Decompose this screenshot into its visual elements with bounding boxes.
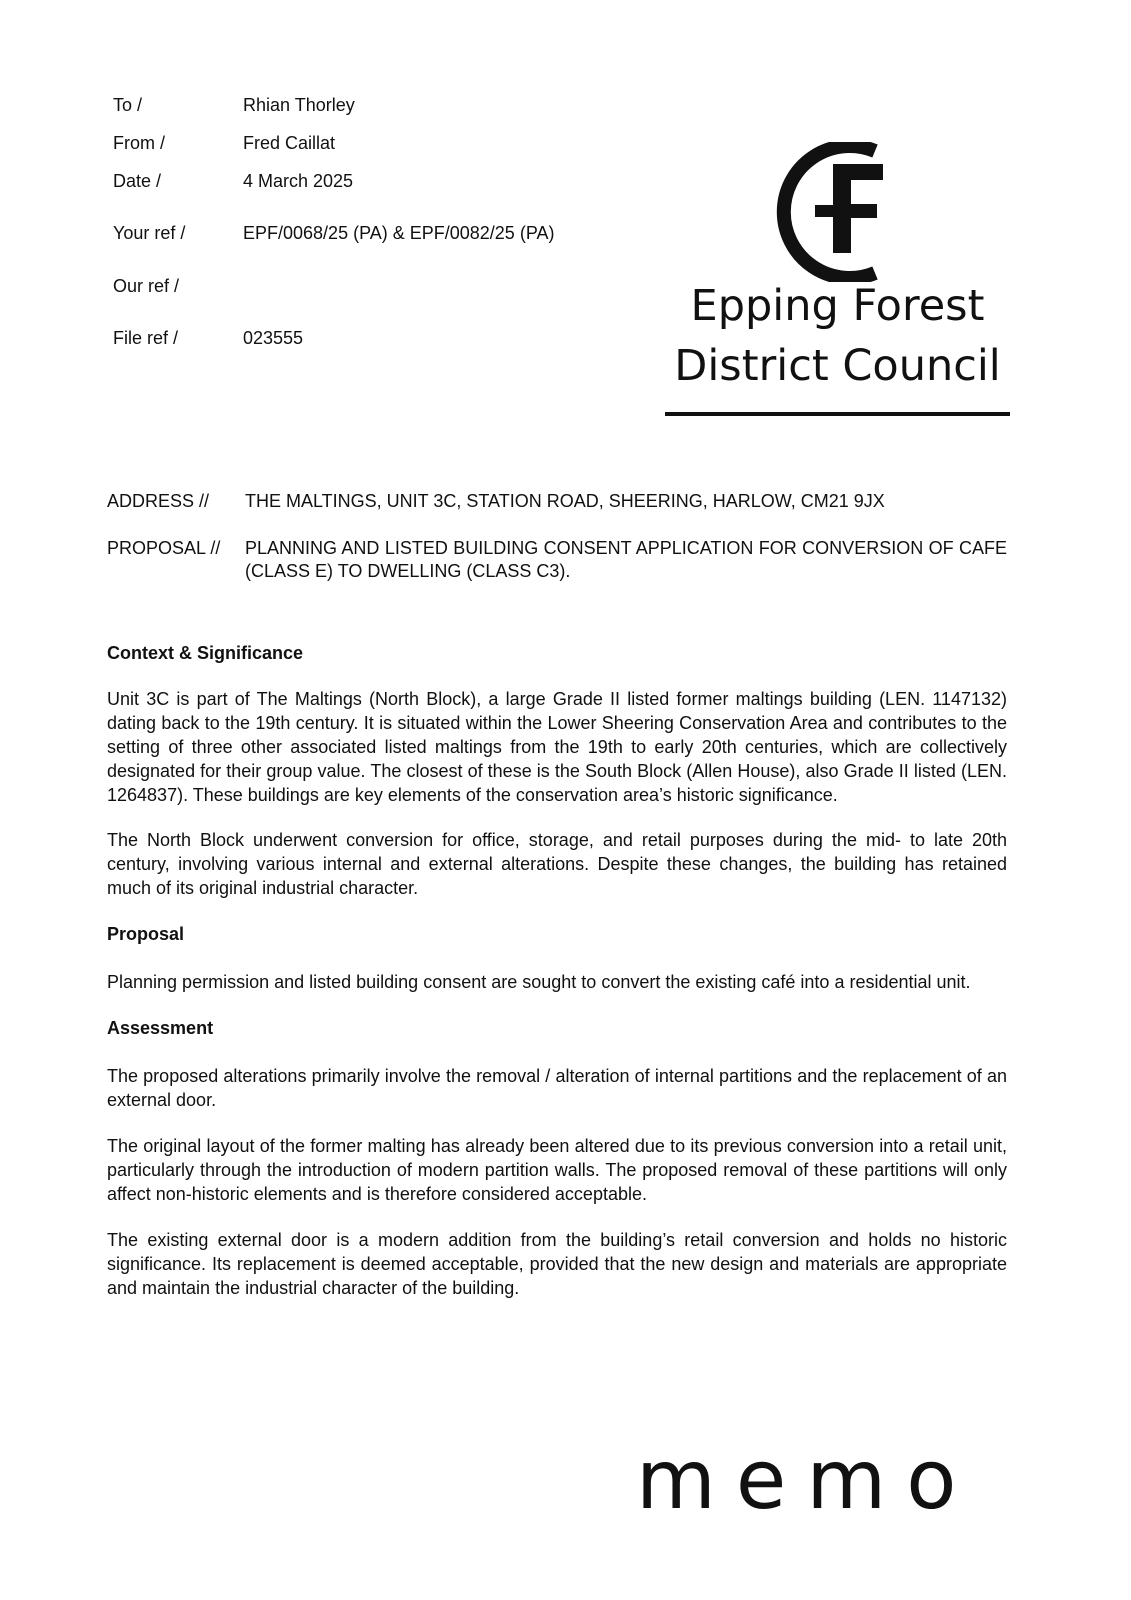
from-row: [113, 132, 335, 154]
to-label: To /: [113, 95, 143, 115]
memo-footer: memo: [636, 1433, 977, 1528]
your-ref-label: Your ref /: [113, 223, 186, 243]
from-label: From /: [113, 133, 165, 153]
logo-underline: [665, 412, 1010, 416]
context-heading: Context & Significance: [107, 643, 304, 663]
proposal-paragraph: Planning permission and listed building consent are sought to convert the existing café into a residential unit.: [107, 972, 971, 992]
to-row: [113, 94, 355, 116]
address-label: ADDRESS //: [107, 491, 210, 511]
our-ref-row: [113, 275, 243, 297]
council-name-line2: District Council: [674, 341, 1001, 391]
assessment-paragraph-3: The existing external door is a modern addition from the building’s retail conversion and holds no historic significance. Its replacement is deemed acceptable, provided that the new design and materials are appropriate and maintain the industrial character of the building.: [107, 1230, 1007, 1298]
your-ref-row: [113, 222, 554, 244]
assessment-heading: Assessment: [107, 1018, 214, 1038]
council-name: [665, 276, 1010, 396]
date-value: 4 March 2025: [243, 171, 354, 191]
our-ref-label: Our ref /: [113, 276, 180, 296]
from-value: Fred Caillat: [243, 133, 336, 153]
date-row: [113, 170, 353, 192]
address-row: [107, 490, 1007, 513]
context-paragraph-2: The North Block underwent conversion for office, storage, and retail purposes during the mid- to late 20th century, involving various internal and external alterations. Despite these changes, the building has retained much of its original industrial character.: [107, 830, 1007, 898]
address-value: THE MALTINGS, UNIT 3C, STATION ROAD, SHEERING, HARLOW, CM21 9JX: [245, 491, 885, 511]
proposal-value: PLANNING AND LISTED BUILDING CONSENT APPLICATION FOR CONVERSION OF CAFE (CLASS E) TO DWELLING (CLASS C3).: [245, 538, 1007, 581]
context-paragraph-1: Unit 3C is part of The Maltings (North Block), a large Grade II listed former maltings building (LEN. 1147132) dating back to the 19th century. It is situated within the Lower Sheering Conservation Area and contributes to the setting of three other associated listed maltings from the 19th to early 20th centuries, which are collectively designated for their group value. The closest of these is the South Block (Allen House), also Grade II listed (LEN. 1264837). These buildings are key elements of the conservation area’s historic significance.: [107, 689, 1007, 805]
date-label: Date /: [113, 171, 162, 191]
council-name-line1: Epping Forest: [690, 281, 985, 331]
file-ref-row: [113, 327, 303, 349]
your-ref-value: EPF/0068/25 (PA) & EPF/0082/25 (PA): [243, 223, 555, 243]
to-value: Rhian Thorley: [243, 95, 355, 115]
proposal-label: PROPOSAL //: [107, 538, 221, 558]
proposal-heading: Proposal: [107, 924, 185, 944]
efdc-logo-icon: [775, 142, 895, 282]
file-ref-label: File ref /: [113, 328, 179, 348]
proposal-row: [107, 537, 1007, 583]
file-ref-value: 023555: [243, 328, 304, 348]
assessment-paragraph-1: The proposed alterations primarily involve the removal / alteration of internal partitions and the replacement of an external door.: [107, 1066, 1007, 1110]
assessment-paragraph-2: The original layout of the former malting has already been altered due to its previous conversion into a retail unit, particularly through the introduction of modern partition walls. The proposed removal of these partitions will only affect non-historic elements and is therefore considered acceptable.: [107, 1136, 1007, 1204]
